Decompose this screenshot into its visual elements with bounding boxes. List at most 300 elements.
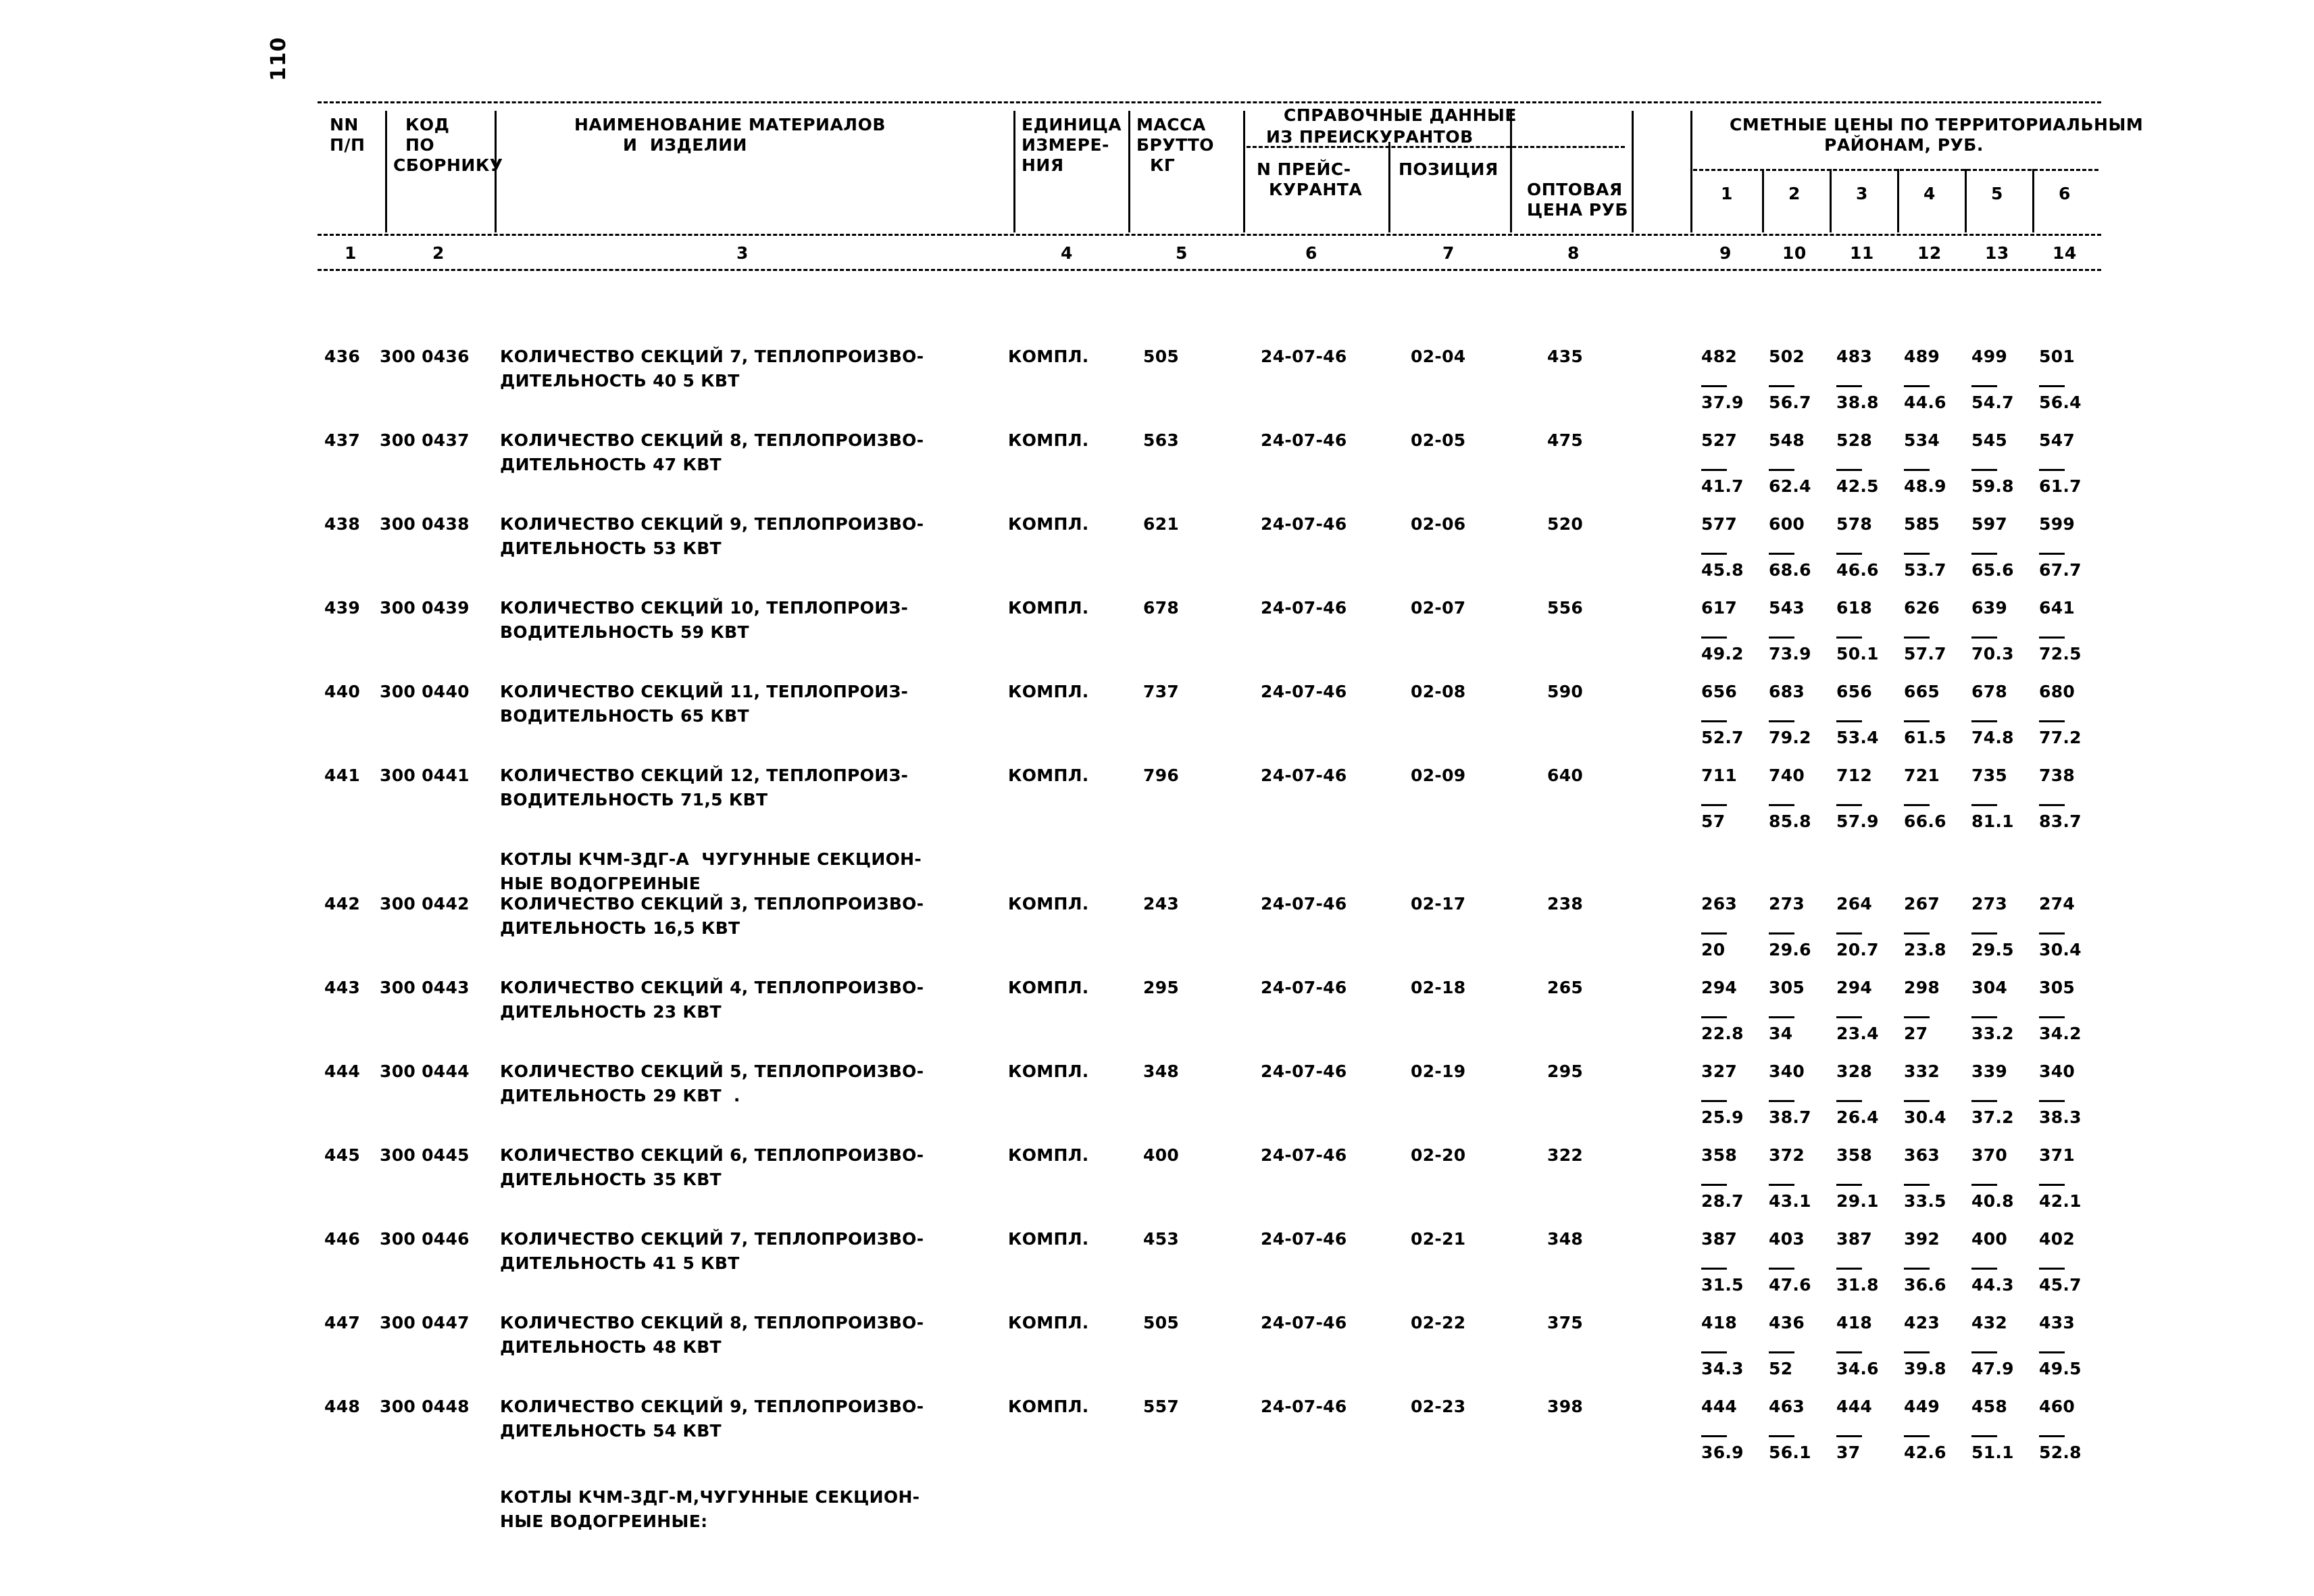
cell-price-3: 656: [1836, 682, 1873, 701]
cell-wholesale: 435: [1547, 347, 1584, 366]
cell-position: 02-05: [1411, 430, 1466, 450]
cell-name-line2: ДИТЕЛЬНОСТЬ 47 КВТ: [500, 455, 722, 474]
cell-price-1: 617: [1701, 598, 1738, 618]
cell-name-line1: КОЛИЧЕСТВО СЕКЦИЙ 4, ТЕПЛОПРОИЗВО-: [500, 978, 924, 997]
cell-pricelist: 24-07-46: [1261, 1145, 1347, 1165]
cell-np: 436: [324, 347, 361, 366]
section-heading-line1: КОТЛЫ КЧМ-ЗДГ-М,ЧУГУННЫЕ СЕКЦИОН-: [500, 1487, 920, 1507]
cell-price-4: 489: [1904, 347, 1940, 366]
vline-11: [1830, 169, 1832, 232]
cell-code: 300 0446: [380, 1229, 470, 1249]
cell-price-4: 332: [1904, 1062, 1940, 1081]
cell-price-2: 548: [1769, 430, 1805, 450]
cell-price2-1: 25.9: [1701, 1107, 1744, 1127]
price-divider: [1904, 720, 1930, 722]
cell-price-4: 298: [1904, 978, 1940, 997]
price-divider: [1769, 1016, 1794, 1018]
cell-price2-4: 48.9: [1904, 476, 1946, 496]
cell-price-3: 294: [1836, 978, 1873, 997]
cell-mass: 505: [1143, 347, 1180, 366]
colnum-11: 11: [1850, 243, 1874, 263]
cell-price2-6: 61.7: [2039, 476, 2082, 496]
table-row: [318, 1395, 2101, 1462]
cell-pricelist: 24-07-46: [1261, 978, 1347, 997]
price-divider: [1836, 553, 1862, 555]
price-divider: [1971, 804, 1997, 806]
cell-price-4: 392: [1904, 1229, 1940, 1249]
table-row: [318, 428, 2101, 496]
cell-price-1: 327: [1701, 1062, 1738, 1081]
cell-price-3: 358: [1836, 1145, 1873, 1165]
cell-wholesale: 265: [1547, 978, 1584, 997]
cell-price2-4: 66.6: [1904, 812, 1946, 831]
hdr-col5-l2: БРУТТО: [1136, 135, 1215, 155]
cell-position: 02-07: [1411, 598, 1466, 618]
cell-price-1: 387: [1701, 1229, 1738, 1249]
cell-price2-1: 45.8: [1701, 560, 1744, 580]
colnum-9: 9: [1719, 243, 1732, 263]
cell-price2-5: 65.6: [1971, 560, 2014, 580]
cell-mass: 453: [1143, 1229, 1180, 1249]
cell-price-5: 499: [1971, 347, 2008, 366]
cell-position: 02-21: [1411, 1229, 1466, 1249]
price-divider: [1701, 553, 1727, 555]
cell-code: 300 0441: [380, 766, 470, 785]
vline-3: [1013, 111, 1015, 232]
price-divider: [2039, 1184, 2065, 1186]
table-row: [318, 976, 2101, 1043]
cell-price-1: 358: [1701, 1145, 1738, 1165]
price-divider: [1971, 1184, 1997, 1186]
price-divider: [1904, 1184, 1930, 1186]
cell-price2-3: 57.9: [1836, 812, 1879, 831]
hdr-col2-l3: СБОРНИКУ: [393, 155, 503, 175]
cell-price2-2: 43.1: [1769, 1191, 1811, 1211]
price-divider: [1701, 720, 1727, 722]
cell-price-4: 585: [1904, 514, 1940, 534]
cell-price-5: 432: [1971, 1313, 2008, 1332]
cell-name-line2: ДИТЕЛЬНОСТЬ 40 5 КВТ: [500, 371, 740, 391]
cell-mass: 621: [1143, 514, 1180, 534]
price-divider: [1701, 1016, 1727, 1018]
cell-unit: КОМПЛ.: [1008, 1145, 1089, 1165]
cell-wholesale: 238: [1547, 894, 1584, 914]
section-heading-kchm3dgm: [318, 1485, 2101, 1534]
cell-price2-1: 52.7: [1701, 728, 1744, 747]
price-divider: [2039, 553, 2065, 555]
hdr-col7: ПОЗИЦИЯ: [1399, 159, 1499, 179]
cell-pricelist: 24-07-46: [1261, 1397, 1347, 1416]
hdr-col2-l1: КОД: [405, 115, 450, 134]
cell-price-6: 402: [2039, 1229, 2076, 1249]
price-divider: [1904, 469, 1930, 471]
cell-price2-4: 42.6: [1904, 1443, 1946, 1462]
price-divider: [2039, 720, 2065, 722]
price-divider: [2039, 1268, 2065, 1270]
cell-price-6: 433: [2039, 1313, 2076, 1332]
cell-price-5: 339: [1971, 1062, 2008, 1081]
cell-price2-6: 49.5: [2039, 1359, 2082, 1378]
rule-price-group: [1693, 169, 2098, 171]
cell-price-5: 458: [1971, 1397, 2008, 1416]
cell-price-2: 372: [1769, 1145, 1805, 1165]
rule-mid: [318, 234, 2101, 236]
cell-price-5: 639: [1971, 598, 2008, 618]
cell-price2-5: 81.1: [1971, 812, 2014, 831]
cell-name-line2: ДИТЕЛЬНОСТЬ 16,5 КВТ: [500, 918, 740, 938]
cell-mass: 348: [1143, 1062, 1180, 1081]
cell-price2-2: 29.6: [1769, 940, 1811, 959]
cell-code: 300 0444: [380, 1062, 470, 1081]
cell-unit: КОМПЛ.: [1008, 598, 1089, 618]
cell-wholesale: 295: [1547, 1062, 1584, 1081]
cell-price2-4: 30.4: [1904, 1107, 1946, 1127]
cell-price2-5: 44.3: [1971, 1275, 2014, 1295]
cell-name-line1: КОЛИЧЕСТВО СЕКЦИЙ 9, ТЕПЛОПРОИЗВО-: [500, 514, 924, 534]
cell-price-1: 711: [1701, 766, 1738, 785]
cell-mass: 505: [1143, 1313, 1180, 1332]
cell-price-1: 577: [1701, 514, 1738, 534]
cell-name-line1: КОЛИЧЕСТВО СЕКЦИЙ 12, ТЕПЛОПРОИЗ-: [500, 766, 909, 785]
cell-np: 444: [324, 1062, 361, 1081]
cell-price-2: 683: [1769, 682, 1805, 701]
cell-price2-2: 52: [1769, 1359, 1793, 1378]
cell-price2-2: 68.6: [1769, 560, 1811, 580]
cell-price2-4: 44.6: [1904, 393, 1946, 412]
cell-price-1: 482: [1701, 347, 1738, 366]
cell-price-2: 436: [1769, 1313, 1805, 1332]
cell-position: 02-19: [1411, 1062, 1466, 1081]
cell-name-line1: КОЛИЧЕСТВО СЕКЦИЙ 8, ТЕПЛОПРОИЗВО-: [500, 1313, 924, 1332]
table-row: [318, 892, 2101, 959]
cell-price2-6: 83.7: [2039, 812, 2082, 831]
cell-unit: КОМПЛ.: [1008, 1062, 1089, 1081]
cell-name-line1: КОЛИЧЕСТВО СЕКЦИЙ 10, ТЕПЛОПРОИЗ-: [500, 598, 909, 618]
vline-6: [1388, 142, 1390, 232]
cell-price2-3: 23.4: [1836, 1024, 1879, 1043]
cell-mass: 678: [1143, 598, 1180, 618]
price-divider: [1769, 1184, 1794, 1186]
cell-price-3: 264: [1836, 894, 1873, 914]
table-body: [318, 345, 2101, 1561]
cell-unit: КОМПЛ.: [1008, 1229, 1089, 1249]
cell-price2-6: 56.4: [2039, 393, 2082, 412]
vline-10: [1762, 169, 1764, 232]
hdr-col3-l2: И ИЗДЕЛИИ: [623, 135, 747, 155]
price-divider: [1904, 1268, 1930, 1270]
cell-mass: 295: [1143, 978, 1180, 997]
price-divider: [2039, 1016, 2065, 1018]
cell-price-5: 400: [1971, 1229, 2008, 1249]
cell-price-6: 274: [2039, 894, 2076, 914]
price-divider: [1836, 469, 1862, 471]
cell-pricelist: 24-07-46: [1261, 514, 1347, 534]
table-row: [318, 345, 2101, 412]
cell-name-line1: КОЛИЧЕСТВО СЕКЦИЙ 7, ТЕПЛОПРОИЗВО-: [500, 347, 924, 366]
cell-price-6: 547: [2039, 430, 2076, 450]
cell-price-6: 680: [2039, 682, 2076, 701]
price-divider: [1701, 1100, 1727, 1102]
price-divider: [1971, 1435, 1997, 1437]
price-divider: [1836, 804, 1862, 806]
cell-code: 300 0438: [380, 514, 470, 534]
cell-price2-2: 79.2: [1769, 728, 1811, 747]
hdr-ref-group: СПРАВОЧНЫЕ ДАННЫЕ: [1284, 105, 1517, 125]
cell-price2-3: 38.8: [1836, 393, 1879, 412]
cell-name-line2: ДИТЕЛЬНОСТЬ 48 КВТ: [500, 1337, 722, 1357]
cell-position: 02-18: [1411, 978, 1466, 997]
cell-code: 300 0448: [380, 1397, 470, 1416]
cell-mass: 243: [1143, 894, 1180, 914]
hdr-col8-l2: ЦЕНА РУБ: [1527, 200, 1628, 220]
cell-price2-6: 30.4: [2039, 940, 2082, 959]
vline-13: [1965, 169, 1967, 232]
cell-price2-3: 20.7: [1836, 940, 1879, 959]
cell-price2-6: 45.7: [2039, 1275, 2082, 1295]
cell-price-6: 599: [2039, 514, 2076, 534]
cell-price2-5: 54.7: [1971, 393, 2014, 412]
cell-price-6: 340: [2039, 1062, 2076, 1081]
cell-price2-4: 23.8: [1904, 940, 1946, 959]
vline-1: [385, 111, 387, 232]
section-heading-line2: НЫЕ ВОДОГРЕИНЫЕ:: [500, 1512, 708, 1531]
colnum-1: 1: [345, 243, 357, 263]
cell-np: 441: [324, 766, 361, 785]
price-divider: [1701, 1268, 1727, 1270]
cell-price2-3: 37: [1836, 1443, 1861, 1462]
cell-code: 300 0440: [380, 682, 470, 701]
cell-price2-5: 70.3: [1971, 644, 2014, 664]
cell-price-4: 665: [1904, 682, 1940, 701]
cell-position: 02-23: [1411, 1397, 1466, 1416]
hdr-col8-l1: ОПТОВАЯ: [1527, 180, 1623, 199]
table-row: [318, 680, 2101, 747]
cell-price2-1: 36.9: [1701, 1443, 1744, 1462]
cell-unit: КОМПЛ.: [1008, 682, 1089, 701]
vline-9: [1690, 111, 1692, 232]
hdr-col1-l1: NN: [330, 115, 359, 134]
cell-code: 300 0447: [380, 1313, 470, 1332]
cell-name-line2: ДИТЕЛЬНОСТЬ 35 КВТ: [500, 1170, 722, 1189]
price-divider: [1769, 804, 1794, 806]
cell-price2-6: 38.3: [2039, 1107, 2082, 1127]
cell-position: 02-20: [1411, 1145, 1466, 1165]
cell-price-3: 712: [1836, 766, 1873, 785]
cell-price2-5: 29.5: [1971, 940, 2014, 959]
cell-price-4: 626: [1904, 598, 1940, 618]
cell-price-1: 263: [1701, 894, 1738, 914]
cell-price-3: 444: [1836, 1397, 1873, 1416]
colnum-10: 10: [1782, 243, 1807, 263]
cell-pricelist: 24-07-46: [1261, 1062, 1347, 1081]
cell-price2-5: 47.9: [1971, 1359, 2014, 1378]
vline-8: [1632, 111, 1634, 232]
table-row: [318, 764, 2101, 831]
hdr-region-3: 3: [1856, 184, 1868, 203]
section-heading-kchm3dga: [318, 847, 2101, 896]
cell-price-5: 597: [1971, 514, 2008, 534]
price-divider: [1769, 553, 1794, 555]
cell-code: 300 0436: [380, 347, 470, 366]
cell-name-line2: ВОДИТЕЛЬНОСТЬ 65 КВТ: [500, 706, 749, 726]
cell-price-2: 463: [1769, 1397, 1805, 1416]
cell-price-2: 403: [1769, 1229, 1805, 1249]
price-divider: [2039, 1351, 2065, 1353]
cell-pricelist: 24-07-46: [1261, 598, 1347, 618]
price-divider: [1971, 385, 1997, 387]
cell-price2-4: 39.8: [1904, 1359, 1946, 1378]
cell-pricelist: 24-07-46: [1261, 430, 1347, 450]
price-divider: [1971, 469, 1997, 471]
price-divider: [1971, 553, 1997, 555]
price-divider: [1971, 1268, 1997, 1270]
cell-price-1: 527: [1701, 430, 1738, 450]
price-divider: [1701, 1351, 1727, 1353]
cell-price-2: 340: [1769, 1062, 1805, 1081]
cell-price-5: 304: [1971, 978, 2008, 997]
vline-7: [1510, 111, 1512, 232]
colnum-3: 3: [736, 243, 749, 263]
cell-wholesale: 322: [1547, 1145, 1584, 1165]
cell-unit: КОМПЛ.: [1008, 894, 1089, 914]
colnum-2: 2: [432, 243, 445, 263]
price-divider: [1836, 1016, 1862, 1018]
cell-price-3: 328: [1836, 1062, 1873, 1081]
cell-price2-3: 46.6: [1836, 560, 1879, 580]
price-divider: [1971, 932, 1997, 934]
table-row: [318, 1227, 2101, 1295]
cell-price-5: 370: [1971, 1145, 2008, 1165]
price-table: [318, 101, 2144, 1561]
cell-price-2: 600: [1769, 514, 1805, 534]
cell-unit: КОМПЛ.: [1008, 978, 1089, 997]
price-divider: [1836, 1268, 1862, 1270]
cell-name-line1: КОЛИЧЕСТВО СЕКЦИЙ 5, ТЕПЛОПРОИЗВО-: [500, 1062, 924, 1081]
vline-5: [1243, 111, 1245, 232]
cell-name-line1: КОЛИЧЕСТВО СЕКЦИЙ 8, ТЕПЛОПРОИЗВО-: [500, 430, 924, 450]
cell-np: 440: [324, 682, 361, 701]
cell-price2-3: 31.8: [1836, 1275, 1879, 1295]
hdr-price-group: СМЕТНЫЕ ЦЕНЫ ПО ТЕРРИТОРИАЛЬНЫМ: [1730, 115, 2144, 134]
price-divider: [1904, 932, 1930, 934]
cell-name-line1: КОЛИЧЕСТВО СЕКЦИЙ 9, ТЕПЛОПРОИЗВО-: [500, 1397, 924, 1416]
price-divider: [1769, 932, 1794, 934]
cell-code: 300 0437: [380, 430, 470, 450]
cell-price2-1: 57: [1701, 812, 1726, 831]
hdr-ref-group2: ИЗ ПРЕИСКУРАНТОВ: [1266, 127, 1474, 147]
price-divider: [1904, 553, 1930, 555]
cell-price2-4: 36.6: [1904, 1275, 1946, 1295]
table-row: [318, 1311, 2101, 1378]
cell-unit: КОМПЛ.: [1008, 1313, 1089, 1332]
cell-price2-6: 77.2: [2039, 728, 2082, 747]
colnum-8: 8: [1567, 243, 1580, 263]
price-divider: [1769, 1100, 1794, 1102]
cell-price-4: 267: [1904, 894, 1940, 914]
cell-np: 446: [324, 1229, 361, 1249]
cell-name-line2: ВОДИТЕЛЬНОСТЬ 59 КВТ: [500, 622, 749, 642]
price-divider: [1904, 1351, 1930, 1353]
cell-price2-2: 34: [1769, 1024, 1793, 1043]
price-divider: [1769, 1351, 1794, 1353]
cell-price2-3: 34.6: [1836, 1359, 1879, 1378]
cell-price2-3: 53.4: [1836, 728, 1879, 747]
cell-price2-1: 49.2: [1701, 644, 1744, 664]
cell-pricelist: 24-07-46: [1261, 682, 1347, 701]
cell-code: 300 0442: [380, 894, 470, 914]
cell-price-1: 656: [1701, 682, 1738, 701]
price-divider: [2039, 637, 2065, 639]
cell-mass: 796: [1143, 766, 1180, 785]
vline-4: [1128, 111, 1130, 232]
cell-np: 438: [324, 514, 361, 534]
cell-price2-6: 72.5: [2039, 644, 2082, 664]
cell-code: 300 0439: [380, 598, 470, 618]
cell-price2-5: 59.8: [1971, 476, 2014, 496]
cell-position: 02-06: [1411, 514, 1466, 534]
cell-name-line1: КОЛИЧЕСТВО СЕКЦИЙ 6, ТЕПЛОПРОИЗВО-: [500, 1145, 924, 1165]
cell-name-line2: ВОДИТЕЛЬНОСТЬ 71,5 КВТ: [500, 790, 768, 809]
price-divider: [1836, 385, 1862, 387]
cell-price2-5: 33.2: [1971, 1024, 2014, 1043]
cell-price2-3: 42.5: [1836, 476, 1879, 496]
price-divider: [2039, 804, 2065, 806]
cell-price-2: 740: [1769, 766, 1805, 785]
hdr-col4-l1: ЕДИНИЦА: [1022, 115, 1122, 134]
page-number: 110: [267, 36, 291, 81]
colnum-5: 5: [1176, 243, 1188, 263]
hdr-region-4: 4: [1923, 184, 1936, 203]
price-divider: [1769, 1435, 1794, 1437]
hdr-col3-l1: НАИМЕНОВАНИЕ МАТЕРИАЛОВ: [574, 115, 886, 134]
cell-wholesale: 590: [1547, 682, 1584, 701]
cell-mass: 737: [1143, 682, 1180, 701]
rule-top: [318, 101, 2101, 103]
cell-price2-5: 40.8: [1971, 1191, 2014, 1211]
cell-position: 02-04: [1411, 347, 1466, 366]
price-divider: [1701, 385, 1727, 387]
cell-price-2: 273: [1769, 894, 1805, 914]
hdr-region-1: 1: [1721, 184, 1733, 203]
cell-position: 02-09: [1411, 766, 1466, 785]
cell-price-4: 449: [1904, 1397, 1940, 1416]
cell-price2-6: 52.8: [2039, 1443, 2082, 1462]
cell-price2-6: 34.2: [2039, 1024, 2082, 1043]
cell-np: 439: [324, 598, 361, 618]
price-divider: [1769, 385, 1794, 387]
cell-pricelist: 24-07-46: [1261, 347, 1347, 366]
cell-price2-1: 22.8: [1701, 1024, 1744, 1043]
rule-bottom: [318, 269, 2101, 271]
price-divider: [1701, 1435, 1727, 1437]
price-divider: [1769, 469, 1794, 471]
cell-wholesale: 475: [1547, 430, 1584, 450]
cell-price2-1: 37.9: [1701, 393, 1744, 412]
cell-price-1: 294: [1701, 978, 1738, 997]
cell-price2-1: 34.3: [1701, 1359, 1744, 1378]
price-divider: [1836, 720, 1862, 722]
hdr-col4-l2: ИЗМЕРЕ-: [1022, 135, 1109, 155]
cell-price2-1: 31.5: [1701, 1275, 1744, 1295]
cell-price2-1: 20: [1701, 940, 1726, 959]
price-divider: [2039, 469, 2065, 471]
cell-price-6: 501: [2039, 347, 2076, 366]
vline-14: [2032, 169, 2034, 232]
price-divider: [1836, 1351, 1862, 1353]
cell-wholesale: 375: [1547, 1313, 1584, 1332]
cell-price-6: 371: [2039, 1145, 2076, 1165]
cell-price-5: 273: [1971, 894, 2008, 914]
